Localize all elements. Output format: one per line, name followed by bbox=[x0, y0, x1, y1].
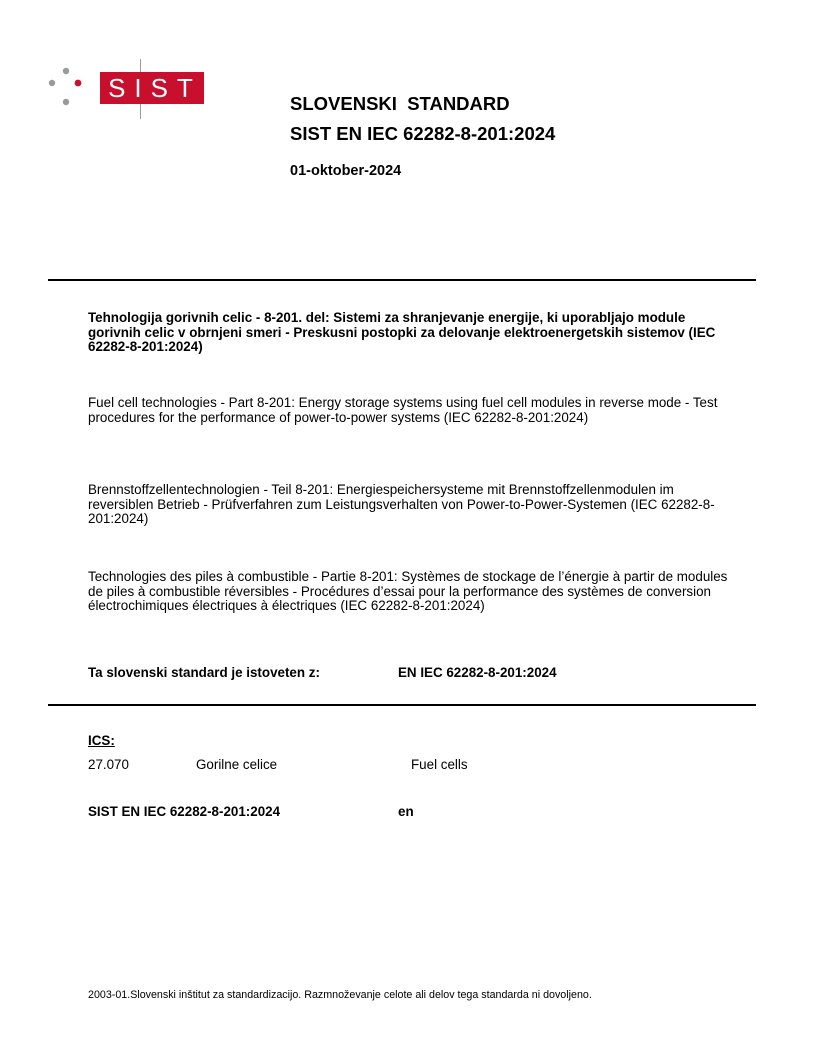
document-type-title: SLOVENSKI STANDARD bbox=[290, 93, 510, 114]
identity-label: Ta slovenski standard je istoveten z: bbox=[88, 665, 320, 680]
publication-date: 01-oktober-2024 bbox=[290, 163, 402, 179]
title-german: Brennstoffzellentechnologien - Teil 8-201: Energiespeichersysteme mit Brennstoffzellenmodulen im reversiblen Betrieb - Prüfverfahren zum Leistungsverhalten von Power-to-Power-Systemen (IEC 62282-8-201:2024) bbox=[88, 482, 715, 526]
ics-name-english: Fuel cells bbox=[411, 757, 468, 772]
title-english: Fuel cell technologies - Part 8-201: Energy storage systems using fuel cell modules in reverse mode - Test procedures for the performance of power-to-power systems (IEC 62282-8-201:2024) bbox=[88, 395, 718, 425]
divider-bottom bbox=[48, 704, 756, 706]
identity-value: EN IEC 62282-8-201:2024 bbox=[398, 665, 557, 680]
ics-label: ICS: bbox=[88, 733, 115, 748]
logo-dot-left-icon bbox=[49, 80, 55, 86]
logo-dot-top-icon bbox=[63, 68, 69, 74]
logo-dot-red-icon bbox=[75, 80, 82, 87]
sist-logo: SIST bbox=[100, 72, 204, 104]
copyright-footer: 2003-01.Slovenski inštitut za standardizacijo. Razmnoževanje celote ali delov tega standarda ni dovoljeno. bbox=[88, 989, 592, 1001]
ics-name-slovenian: Gorilne celice bbox=[196, 757, 278, 772]
title-french: Technologies des piles à combustible - Partie 8-201: Systèmes de stockage de l’énergie à partir de modules de piles à combustible réversibles - Procédures d’essai pour la performance des systèmes de conversion électrochimiques électriques à électriques (IEC 62282-8-201:2024) bbox=[88, 569, 728, 613]
bottom-language: en bbox=[398, 804, 414, 819]
standard-id-title: SIST EN IEC 62282-8-201:2024 bbox=[290, 123, 556, 144]
sist-logo-dots-icon bbox=[47, 67, 89, 109]
bottom-standard-id: SIST EN IEC 62282-8-201:2024 bbox=[88, 804, 281, 819]
divider-top bbox=[48, 279, 756, 281]
title-slovenian: Tehnologija gorivnih celic - 8-201. del: Sistemi za shranjevanje energije, ki uporabljajo module gorivnih celic v obrnjeni smeri - Preskusni postopki za delovanje elektroenergetskih sistemov (IEC 62282-8-201:2024) bbox=[88, 310, 716, 354]
ics-code: 27.070 bbox=[88, 757, 129, 772]
logo-dot-bottom-icon bbox=[63, 99, 69, 105]
